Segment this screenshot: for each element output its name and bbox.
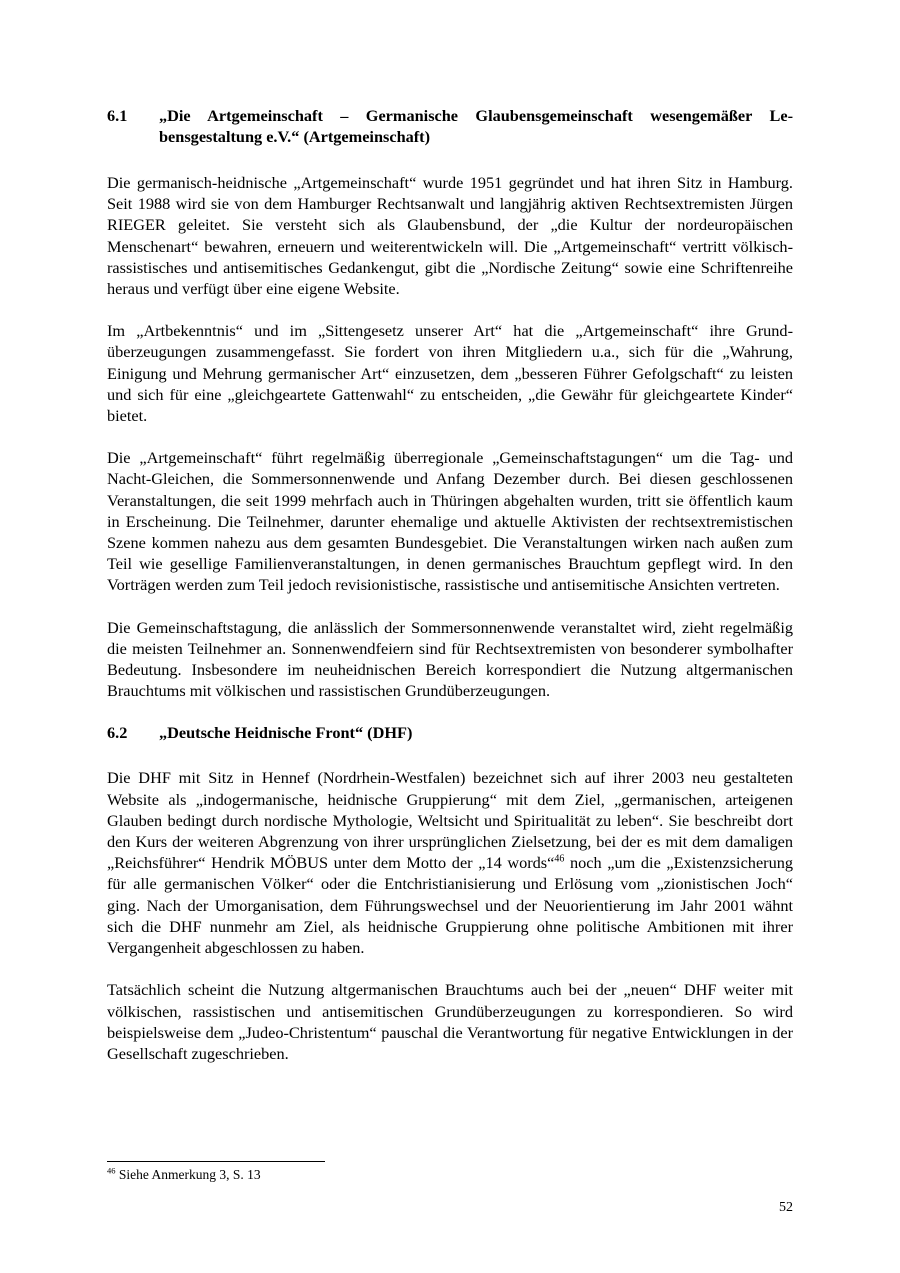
footnote-separator [107,1161,325,1162]
paragraph: Tatsächlich scheint die Nutzung altgermanischen Brauchtums auch bei der „neuen“ DHF weiter mit völkischen, rassistischen und antisemitischen Grundüberzeugungen zu korrespondieren. So wird beispielsweise dem „Judeo-Christentum“ pauschal die Verantwortung für negative Entwicklungen in der Gesellschaft zugeschrieben. [107,980,793,1063]
footnote [107,1167,261,1183]
footnote-text: Siehe Anmerkung 3, S. 13 [115,1167,261,1182]
paragraph-text: noch „um die „Existenzsicherung für alle germanischen Völker“ oder die Entchristianisierung und Erlösung vom „zionistischen Joch“ ging. Nach der Umorganisation, dem Führungswechsel und der Neuorientierung im Jahr 2001 wähnt sich die DHF nunmehr am Ziel, als heidnische Gruppierung ohne politische Ambitionen mit ihrer Vergangenheit abgeschlossen zu haben. [107,853,794,958]
section-title: „Deutsche Heidnische Front“ (DHF) [159,723,413,743]
paragraph: Die „Artgemeinschaft“ führt regelmäßig überregionale „Gemeinschaftstagungen“ um die Tag- und Nacht-Gleichen, die Sommersonnenwende und Anfang Dezember durch. Bei diesen geschlossenen Veranstaltungen, die seit 1999 mehrfach auch in Thüringen abgehalten wurden, tritt sie öffentlich kaum in Erscheinung. Die Teilnehmer, darunter ehemalige und aktuelle Aktivisten der rechtsextremistischen Szene kommen nahezu aus dem gesamten Bundesgebiet. Die Veranstaltungen wirken nach außen zum Teil wie gesellige Familienveranstaltungen, in denen germanisches Brauchtum gepflegt wird. In den Vorträgen werden zum Teil jedoch revisionistische, rassistische und antisemitische Ansichten vertreten. [107,448,793,595]
section-heading-6-2 [107,722,793,743]
paragraph [107,767,793,958]
section-number: 6.1 [107,106,128,125]
section-number: 6.2 [107,723,128,743]
paragraph: Die germanisch-heidnische „Artgemeinschaft“ wurde 1951 gegründet und hat ihren Sitz in Hamburg. Seit 1988 wird sie von dem Hamburger Rechtsanwalt und langjährig aktiven Rechtsextremisten Jürgen RIEGER geleitet. Sie versteht sich als Glaubensbund, der „die Kultur der nordeuropäischen Menschenart“ bewahren, erneuern und weiterentwickeln will. Die „Artgemeinschaft“ vertritt völkisch-rassistisches und antisemitisches Gedankengut, gibt die „Nordische Zeitung“ sowie eine Schriftenreihe heraus und verfügt über eine eigene Website. [107,173,793,299]
section-title: „Die Artgemeinschaft – Germanische Glaubensgemeinschaft wesengemäßer Lebensgestaltung e.V.“ (Artgemeinschaft) [159,106,793,146]
paragraph: Im „Artbekenntnis“ und im „Sittengesetz unserer Art“ hat die „Artgemeinschaft“ ihre Grundüberzeugungen zusammengefasst. Sie fordert von ihren Mitgliedern u.a., sich für die „Wahrung, Einigung und Mehrung germanischer Art“ einzusetzen, dem „besseren Führer Gefolgschaft“ zu leisten und sich für eine „gleichgeartete Gattenwahl“ zu entscheiden, „die Gewähr für gleichgeartete Kinder“ bietet. [107,321,793,426]
page-number: 52 [779,1200,793,1215]
section-heading-6-1 [107,105,793,147]
footnote-number: 46 [107,1165,116,1176]
footnote-reference[interactable]: 46 [554,853,565,865]
paragraph-text: Die DHF mit Sitz in Hennef (Nordrhein-Westfalen) bezeichnet sich auf ihrer 2003 neu gestalteten Website als „indogermanische, heidnische Gruppierung“ mit dem Ziel, „germanischen, arteigenen Glauben bedingt durch nordische Mythologie, Weltsicht und Spiritualität zu leben“. Sie beschreibt dort den Kurs der weiteren Abgrenzung von ihrer ursprünglichen Zielsetzung, bei der es mit dem damaligen „Reichsführer“ Hendrik MÖBUS unter dem Motto der „14 words“ [107,768,793,873]
paragraph: Die Gemeinschaftstagung, die anlässlich der Sommersonnenwende veranstaltet wird, zieht regelmäßig die meisten Teilnehmer an. Sonnenwendfeiern sind für Rechtsextremisten von besonderer symbolhafter Bedeutung. Insbesondere im neuheidnischen Bereich korrespondiert die Nutzung altgermanischen Brauchtums mit völkischen und rassistischen Grundüberzeugungen. [107,617,793,701]
page-content [107,105,793,1085]
